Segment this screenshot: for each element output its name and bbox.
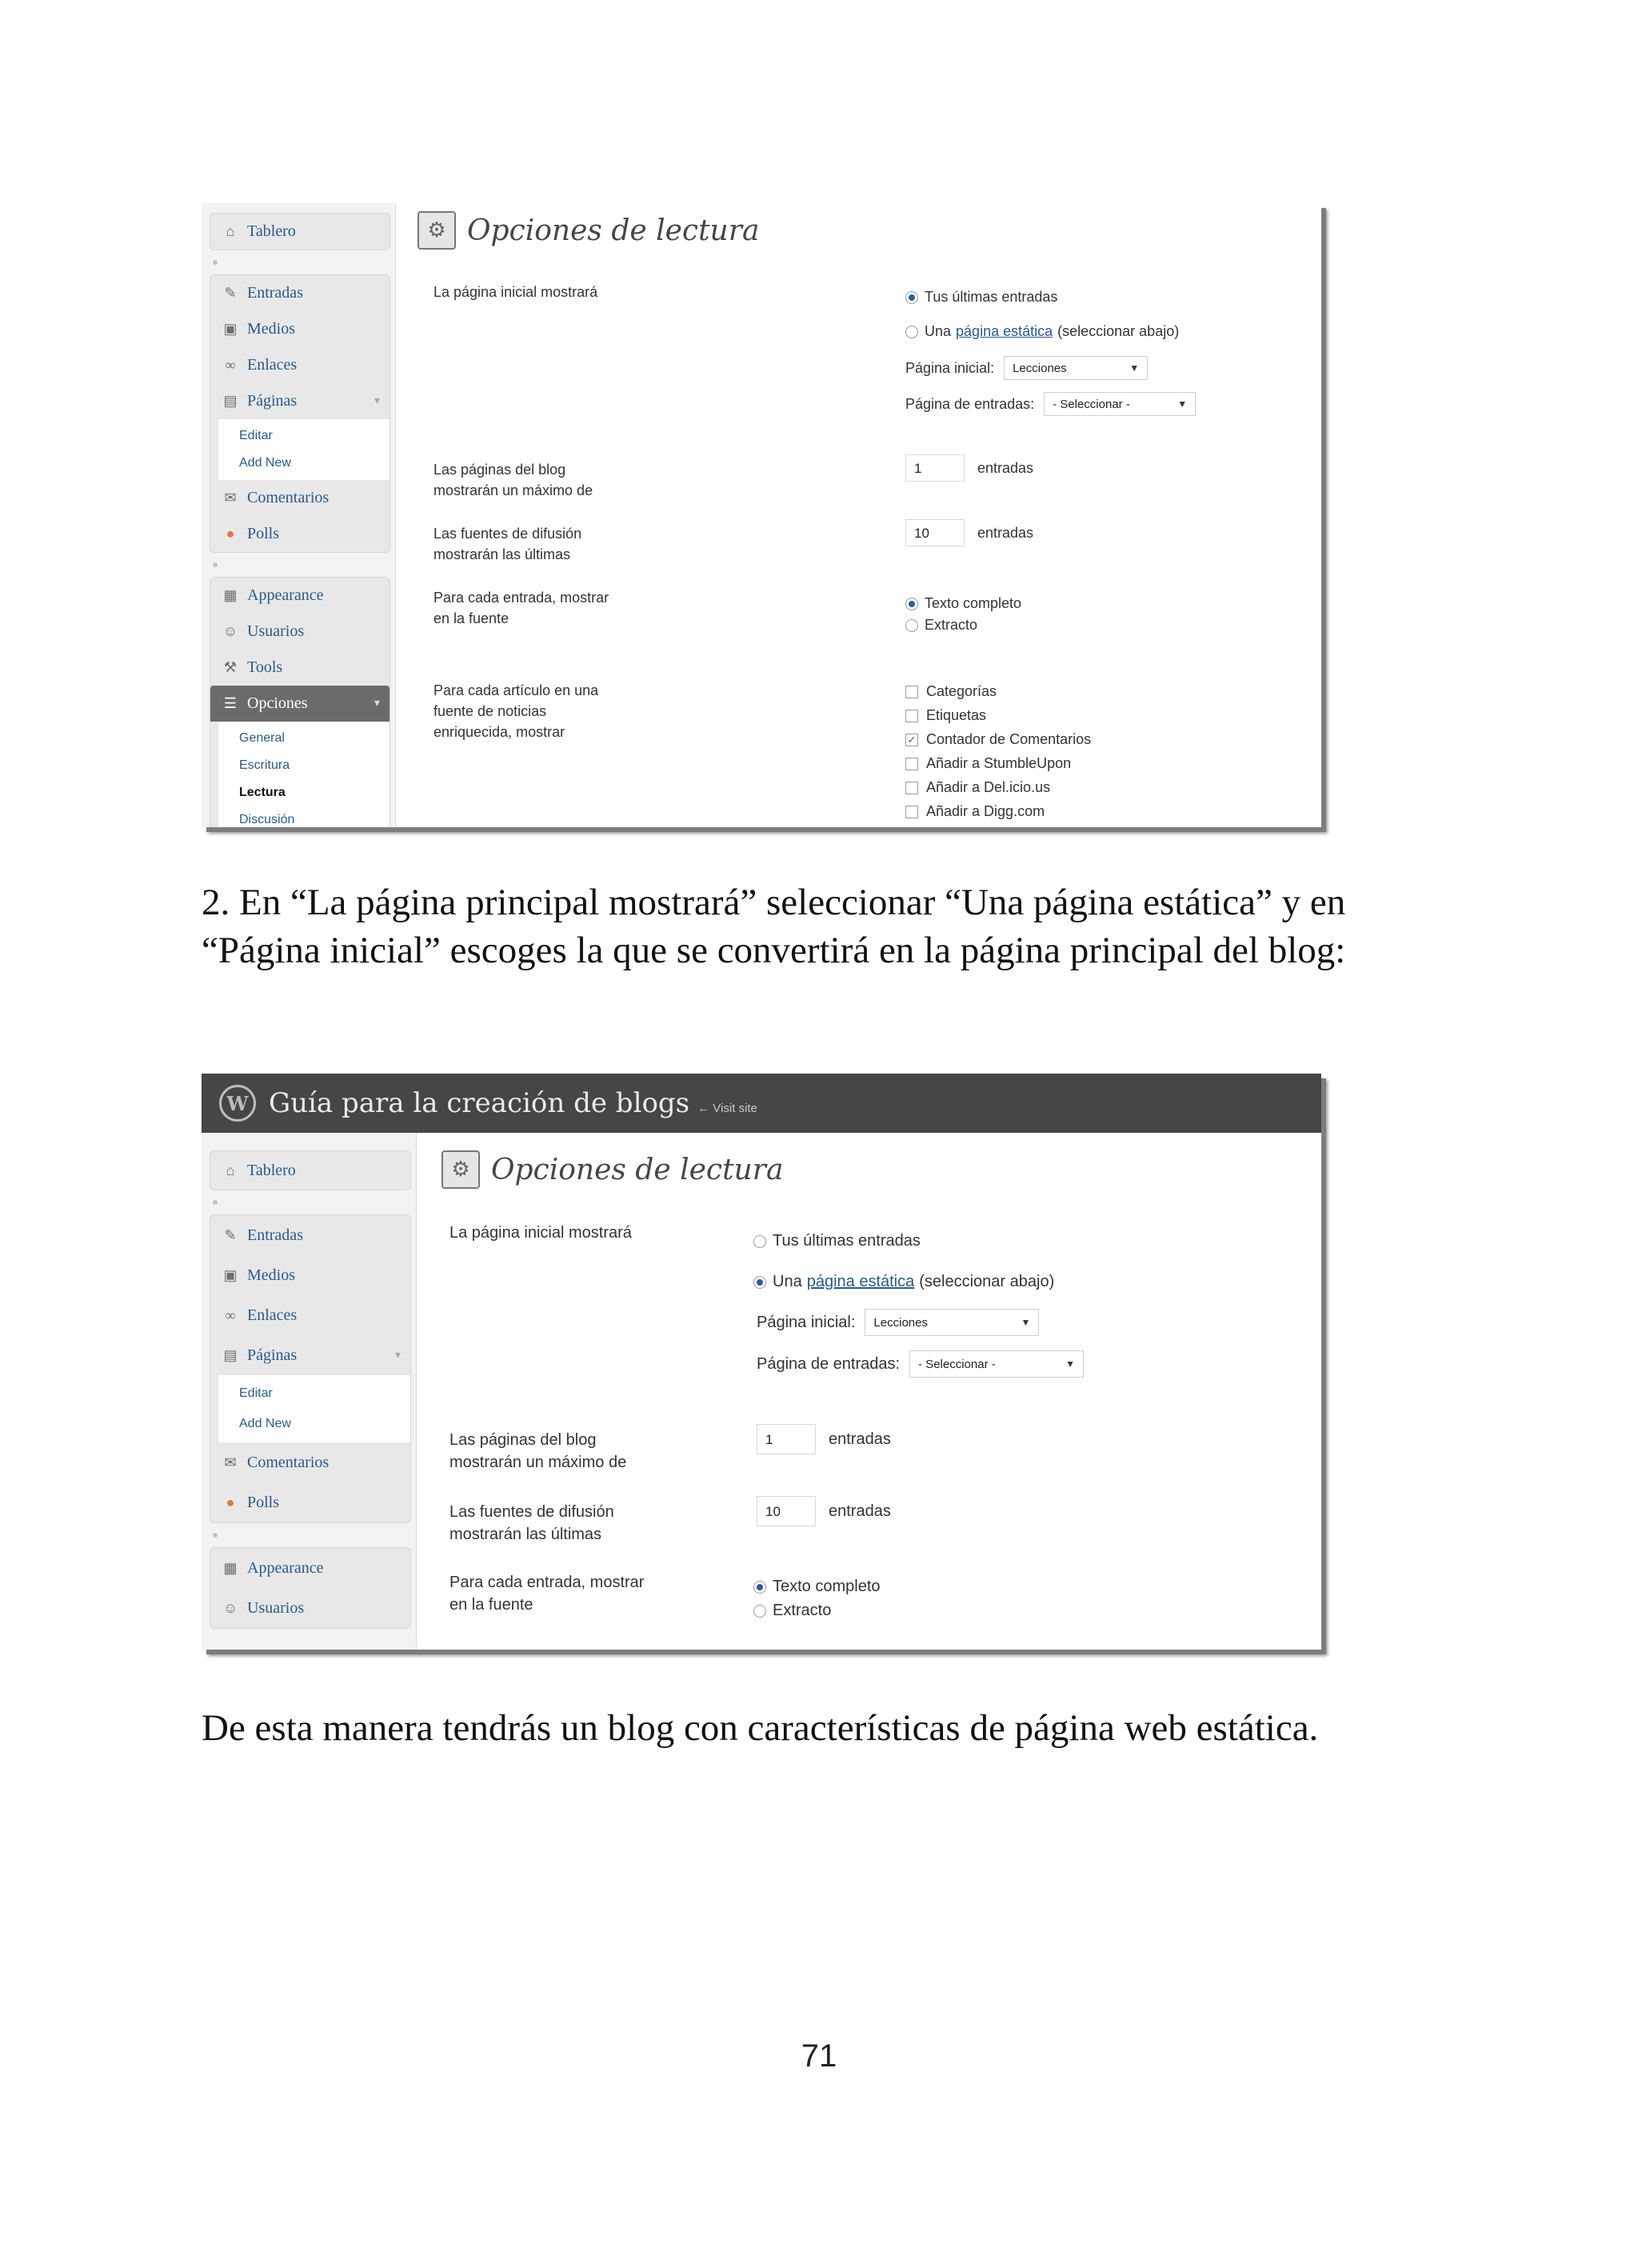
radio-unselected[interactable] <box>905 326 918 338</box>
reading-settings-screenshot-2 <box>202 1074 1321 1650</box>
admin-sidebar <box>202 203 396 827</box>
radio-full-text[interactable]: Texto completo <box>905 595 1021 612</box>
radio-unselected[interactable] <box>753 1605 766 1618</box>
radio-selected[interactable] <box>753 1276 766 1289</box>
settings-icon: ☰ <box>223 695 238 711</box>
radio-unselected[interactable] <box>905 619 918 632</box>
page-title: ⚙ Opciones de lectura <box>417 211 759 250</box>
pages-submenu <box>218 1375 410 1442</box>
checkbox-digg[interactable]: Añadir a Digg.com <box>905 803 1045 820</box>
menu-pages[interactable]: ▤ Páginas ▾ <box>210 1335 410 1375</box>
link-icon: ∞ <box>225 357 236 373</box>
radio-static-page[interactable]: Una página estática (seleccionar abajo) <box>753 1273 1054 1291</box>
menu-pages[interactable]: ▤ Páginas ▾ <box>210 383 390 419</box>
tools-icon: ⚒ <box>223 659 238 675</box>
settings-content <box>417 203 1321 827</box>
menu-users[interactable]: ☺ Usuarios <box>222 1598 305 1617</box>
media-icon: ▣ <box>223 321 238 337</box>
blog-pages-label: Las páginas del blog mostrarán un máximo de <box>433 462 593 498</box>
pages-icon: ▤ <box>223 1346 238 1363</box>
settings-title-icon: ⚙ <box>441 1150 480 1189</box>
static-page-link[interactable]: página estática <box>806 1273 915 1290</box>
dropdown-caret-icon: ▼ <box>1065 1358 1076 1370</box>
menu-users[interactable]: ☺ Usuarios <box>222 622 305 640</box>
checkbox-categories[interactable]: Categorías <box>905 683 997 700</box>
front-page-label: La página inicial mostrará <box>433 284 598 300</box>
submenu-add-new[interactable]: Add New <box>239 456 291 470</box>
blog-pages-row: 1 entradas <box>905 454 1033 482</box>
pushpin-icon: ✎ <box>224 1226 237 1243</box>
appearance-icon: ▦ <box>223 1559 238 1576</box>
menu-posts[interactable]: ✎ Entradas <box>210 275 390 311</box>
page-title: ⚙ Opciones de lectura <box>441 1150 783 1189</box>
polls-icon: ● <box>226 526 235 542</box>
checkbox-unchecked[interactable] <box>905 806 918 818</box>
static-page-link[interactable]: página estática <box>956 323 1053 339</box>
menu-polls[interactable]: ● Polls <box>210 516 390 552</box>
home-icon: ⌂ <box>226 223 235 239</box>
media-icon: ▣ <box>223 1266 238 1283</box>
dashboard-group <box>210 213 390 250</box>
checkbox-unchecked[interactable] <box>905 782 918 794</box>
submenu-discussion[interactable]: Discusión <box>239 813 295 826</box>
users-icon: ☺ <box>222 1599 238 1616</box>
admin-group <box>210 1547 411 1629</box>
dashboard-group <box>210 1150 411 1190</box>
blog-pages-row: 1 entradas <box>757 1424 891 1454</box>
polls-icon: ● <box>226 1494 235 1510</box>
page-number: 71 <box>801 2038 837 2074</box>
wordpress-logo-icon[interactable]: W <box>219 1085 256 1122</box>
radio-latest-posts[interactable]: Tus últimas entradas <box>905 289 1057 306</box>
checkbox-stumbleupon[interactable]: Añadir a StumbleUpon <box>905 755 1071 772</box>
menu-separator <box>202 553 395 577</box>
menu-media[interactable]: ▣ Medios <box>210 311 390 347</box>
front-page-label: La página inicial mostrará <box>449 1224 632 1242</box>
menu-dashboard[interactable]: ⌂ Tablero <box>210 1151 410 1190</box>
blog-pages-input[interactable]: 1 <box>757 1424 816 1454</box>
radio-summary[interactable]: Extracto <box>905 617 977 634</box>
pages-submenu <box>218 419 390 480</box>
home-icon: ⌂ <box>226 1162 235 1178</box>
radio-selected[interactable] <box>753 1581 766 1594</box>
checkbox-unchecked[interactable] <box>905 710 918 722</box>
users-icon: ☺ <box>222 623 238 639</box>
menu-comments[interactable]: ✉ Comentarios <box>210 480 390 516</box>
menu-links[interactable]: ∞ Enlaces <box>210 347 390 383</box>
settings-title-icon: ⚙ <box>417 211 456 250</box>
submenu-general[interactable]: General <box>239 731 285 745</box>
submenu-reading[interactable]: Lectura <box>239 786 286 799</box>
radio-full-text[interactable]: Texto completo <box>753 1578 881 1596</box>
admin-sidebar <box>202 1133 417 1650</box>
posts-page-select[interactable]: - Seleccionar - ▼ <box>1044 392 1196 416</box>
front-page-select[interactable]: Lecciones ▼ <box>1004 356 1148 380</box>
checkbox-delicious[interactable]: Añadir a Del.icio.us <box>905 779 1050 796</box>
dropdown-caret-icon: ▼ <box>1177 398 1188 410</box>
feeds-row: 10 entradas <box>905 519 1033 546</box>
checkbox-unchecked[interactable] <box>905 758 918 770</box>
enriched-feed-label: Para cada artículo en una fuente de noticias enriquecida, mostrar <box>433 682 599 740</box>
content-group <box>210 1214 411 1523</box>
menu-appearance[interactable]: ▦ Appearance <box>210 1548 410 1588</box>
settings-content <box>441 1133 1321 1650</box>
feed-show-label: Para cada entrada, mostrar en la fuente <box>433 590 609 626</box>
menu-separator <box>202 1190 416 1214</box>
comment-icon: ✉ <box>224 490 237 506</box>
closing-paragraph: De esta manera tendrás un blog con características de página web estática. <box>202 1707 1319 1749</box>
menu-separator <box>202 1523 416 1547</box>
feeds-row: 10 entradas <box>757 1496 891 1526</box>
menu-settings[interactable]: ☰ Opciones ▾ <box>210 686 390 722</box>
comment-icon: ✉ <box>224 1454 237 1470</box>
submenu-edit[interactable]: Editar <box>239 429 273 442</box>
dropdown-caret-icon: ▼ <box>1129 362 1140 374</box>
site-title: Guía para la creación de blogs <box>269 1087 690 1119</box>
posts-page-select[interactable]: - Seleccionar - ▼ <box>909 1350 1084 1378</box>
menu-separator <box>202 250 395 274</box>
reading-settings-screenshot-1 <box>202 203 1321 827</box>
dropdown-caret-icon: ▼ <box>1021 1317 1031 1328</box>
submenu-edit[interactable]: Editar <box>239 1386 273 1400</box>
radio-summary[interactable]: Extracto <box>753 1602 831 1620</box>
front-page-select[interactable]: Lecciones ▼ <box>865 1309 1039 1336</box>
admin-header-bar <box>202 1074 1321 1133</box>
feed-show-label: Para cada entrada, mostrar en la fuente <box>449 1574 645 1614</box>
visit-site-link[interactable]: ← Visit site <box>697 1101 757 1115</box>
feeds-input[interactable]: 10 <box>905 519 965 546</box>
radio-latest-posts[interactable]: Tus últimas entradas <box>753 1232 921 1250</box>
chevron-down-icon[interactable]: ▾ <box>394 1349 401 1362</box>
menu-media[interactable]: ▣ Medios <box>210 1255 410 1295</box>
menu-polls[interactable]: ● Polls <box>210 1482 410 1522</box>
chevron-down-icon[interactable]: ▾ <box>374 698 380 710</box>
submenu-add-new[interactable]: Add New <box>239 1417 291 1430</box>
appearance-icon: ▦ <box>223 587 238 603</box>
menu-links[interactable]: ∞ Enlaces <box>210 1295 410 1335</box>
menu-comments[interactable]: ✉ Comentarios <box>210 1442 410 1482</box>
checkbox-comment-count[interactable]: ✓ Contador de Comentarios <box>905 731 1091 748</box>
front-page-row: Página inicial: Lecciones ▼ <box>905 356 1148 380</box>
menu-tools[interactable]: ⚒ Tools <box>210 650 390 686</box>
menu-appearance[interactable]: ▦ Appearance <box>210 578 390 614</box>
checkbox-tags[interactable]: Etiquetas <box>905 707 986 724</box>
feeds-label: Las fuentes de difusión mostrarán las últimas <box>433 526 582 562</box>
content-group <box>210 274 390 553</box>
admin-group <box>210 577 390 827</box>
submenu-writing[interactable]: Escritura <box>239 758 290 772</box>
checkbox-checked[interactable]: ✓ <box>905 734 918 746</box>
pages-icon: ▤ <box>223 393 238 409</box>
radio-static-page[interactable]: Una página estática (seleccionar abajo) <box>905 323 1179 340</box>
settings-submenu <box>218 722 390 827</box>
blog-pages-input[interactable]: 1 <box>905 454 965 482</box>
instruction-paragraph: 2. En “La página principal mostrará” seleccionar “Una página estática” y en “Página inicial” escoges la que se convertirá en la página principal del blog: <box>202 882 1346 971</box>
radio-unselected[interactable] <box>753 1235 766 1248</box>
feeds-label: Las fuentes de difusión mostrarán las últimas <box>449 1503 614 1543</box>
pushpin-icon: ✎ <box>224 285 237 301</box>
radio-selected[interactable] <box>905 291 918 304</box>
front-page-row: Página inicial: Lecciones ▼ <box>757 1309 1039 1336</box>
link-icon: ∞ <box>225 1306 236 1323</box>
checkbox-unchecked[interactable] <box>905 686 918 698</box>
menu-dashboard[interactable]: ⌂ Tablero <box>210 214 390 250</box>
menu-posts[interactable]: ✎ Entradas <box>210 1215 410 1255</box>
feeds-input[interactable]: 10 <box>757 1496 816 1526</box>
posts-page-row: Página de entradas: - Seleccionar - ▼ <box>905 392 1196 416</box>
chevron-down-icon[interactable]: ▾ <box>374 395 380 407</box>
blog-pages-label: Las páginas del blog mostrarán un máximo de <box>449 1431 627 1471</box>
radio-selected[interactable] <box>905 598 918 610</box>
posts-page-row: Página de entradas: - Seleccionar - ▼ <box>757 1350 1084 1378</box>
